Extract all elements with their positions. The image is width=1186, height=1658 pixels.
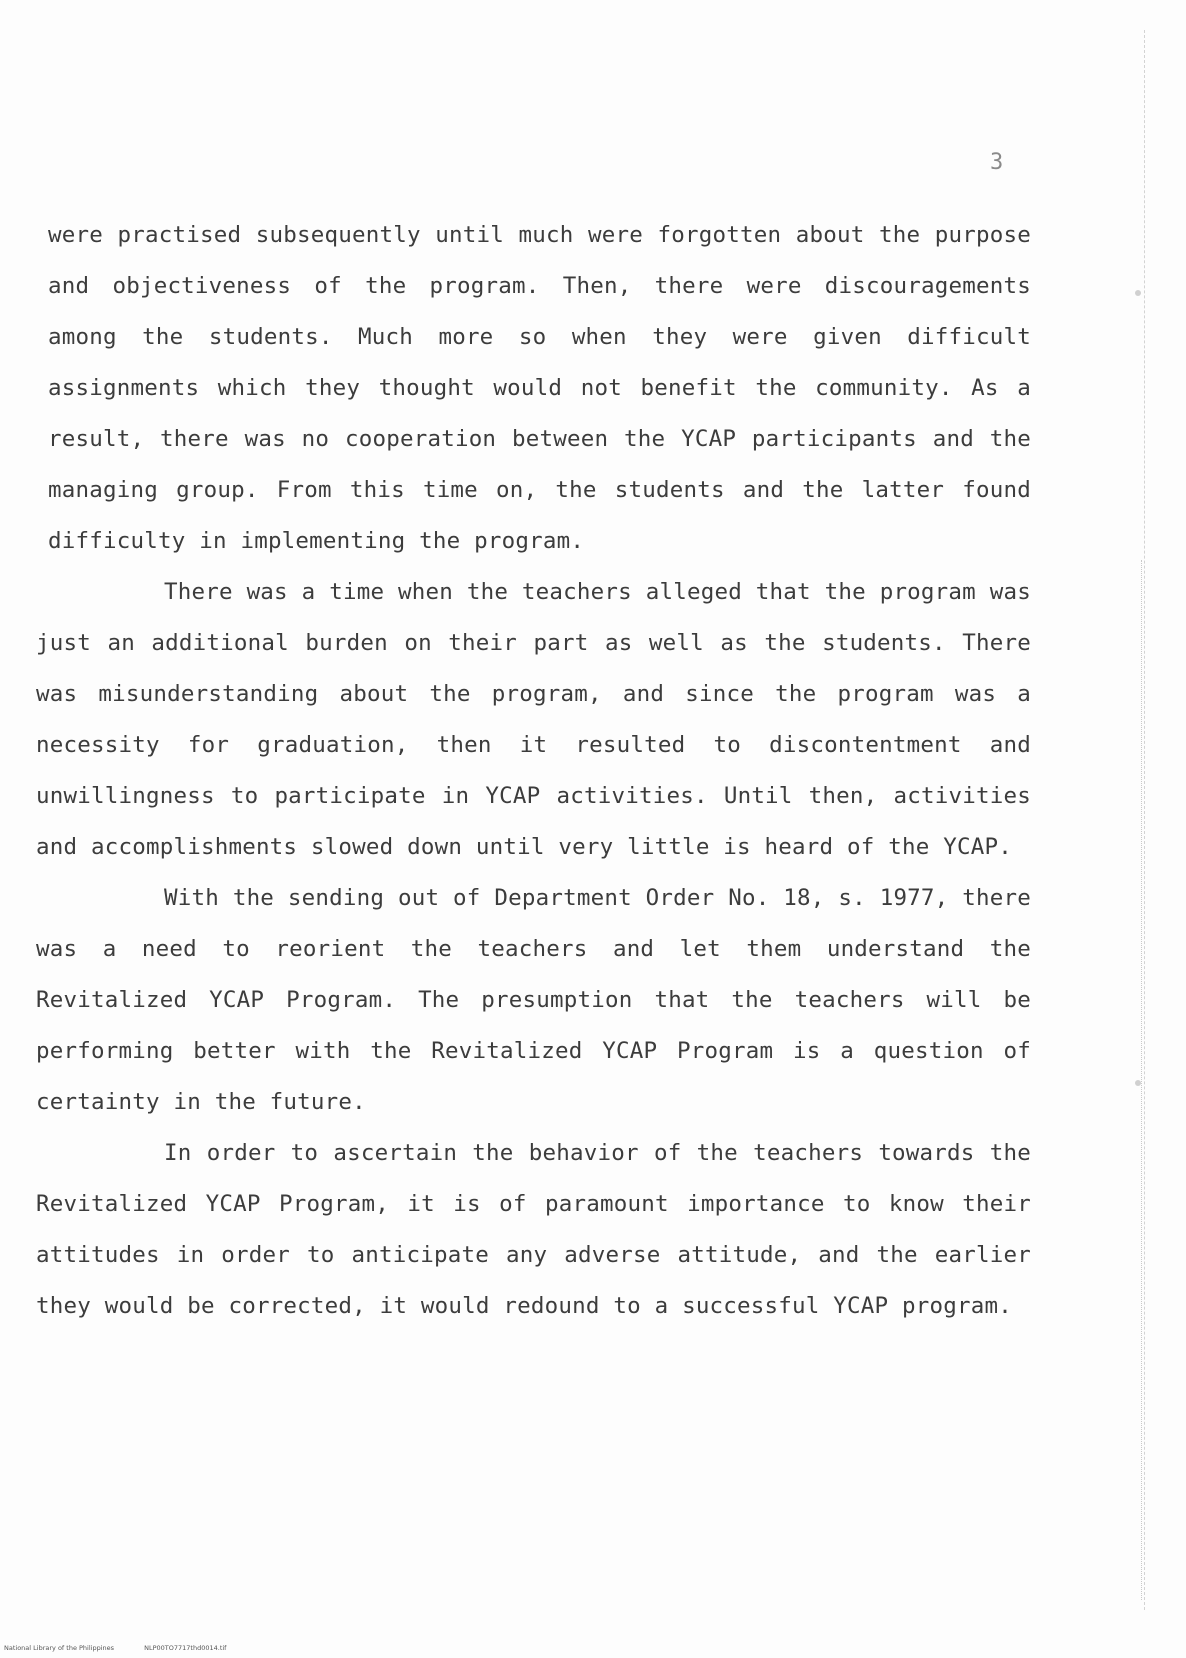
paragraph-1: were practised subsequently until much were forgotten about the purpose and objectiveness of the program. Then, there were discouragements among the students. Much more so when they were given difficult assignments which they thought would not benefit the community. As a result, there was no cooperation between the YCAP participants and the managing group. From this time on, the students and the latter found difficulty in implementing the program.: [48, 222, 1031, 554]
scan-speck: [1135, 1080, 1141, 1086]
footer-file-id: NLP00TO7717thd0014.tif: [144, 1644, 227, 1652]
scan-edge-marks-secondary: [1141, 560, 1144, 1600]
scan-edge-marks: [1144, 30, 1147, 1610]
scan-footer: [4, 1644, 254, 1652]
paragraph-2: There was a time when the teachers alleged that the program was just an additional burden on their part as well as the students. There was misunderstanding about the program, and since the program was a necessity for graduation, then it resulted to discontentment and unwillingness to participate in YCAP activities. Until then, activities and accomplishments slowed down until very little is heard of the YCAP.: [36, 579, 1031, 860]
paragraph-3: With the sending out of Department Order No. 18, s. 1977, there was a need to reorient the teachers and let them understand the Revitalized YCAP Program. The presumption that the teachers will be performing better with the Revitalized YCAP Program is a question of certainty in the future.: [36, 885, 1031, 1115]
paragraph-4: In order to ascertain the behavior of the teachers towards the Revitalized YCAP Program, it is of paramount importance to know their attitudes in order to anticipate any adverse attitude, and the earlier they would be corrected, it would redound to a successful YCAP program.: [36, 1140, 1031, 1319]
scan-speck: [1135, 290, 1141, 296]
footer-library: National Library of the Philippines: [4, 1644, 115, 1652]
page-number: 3: [990, 150, 1004, 175]
body-text: [36, 210, 1031, 1332]
